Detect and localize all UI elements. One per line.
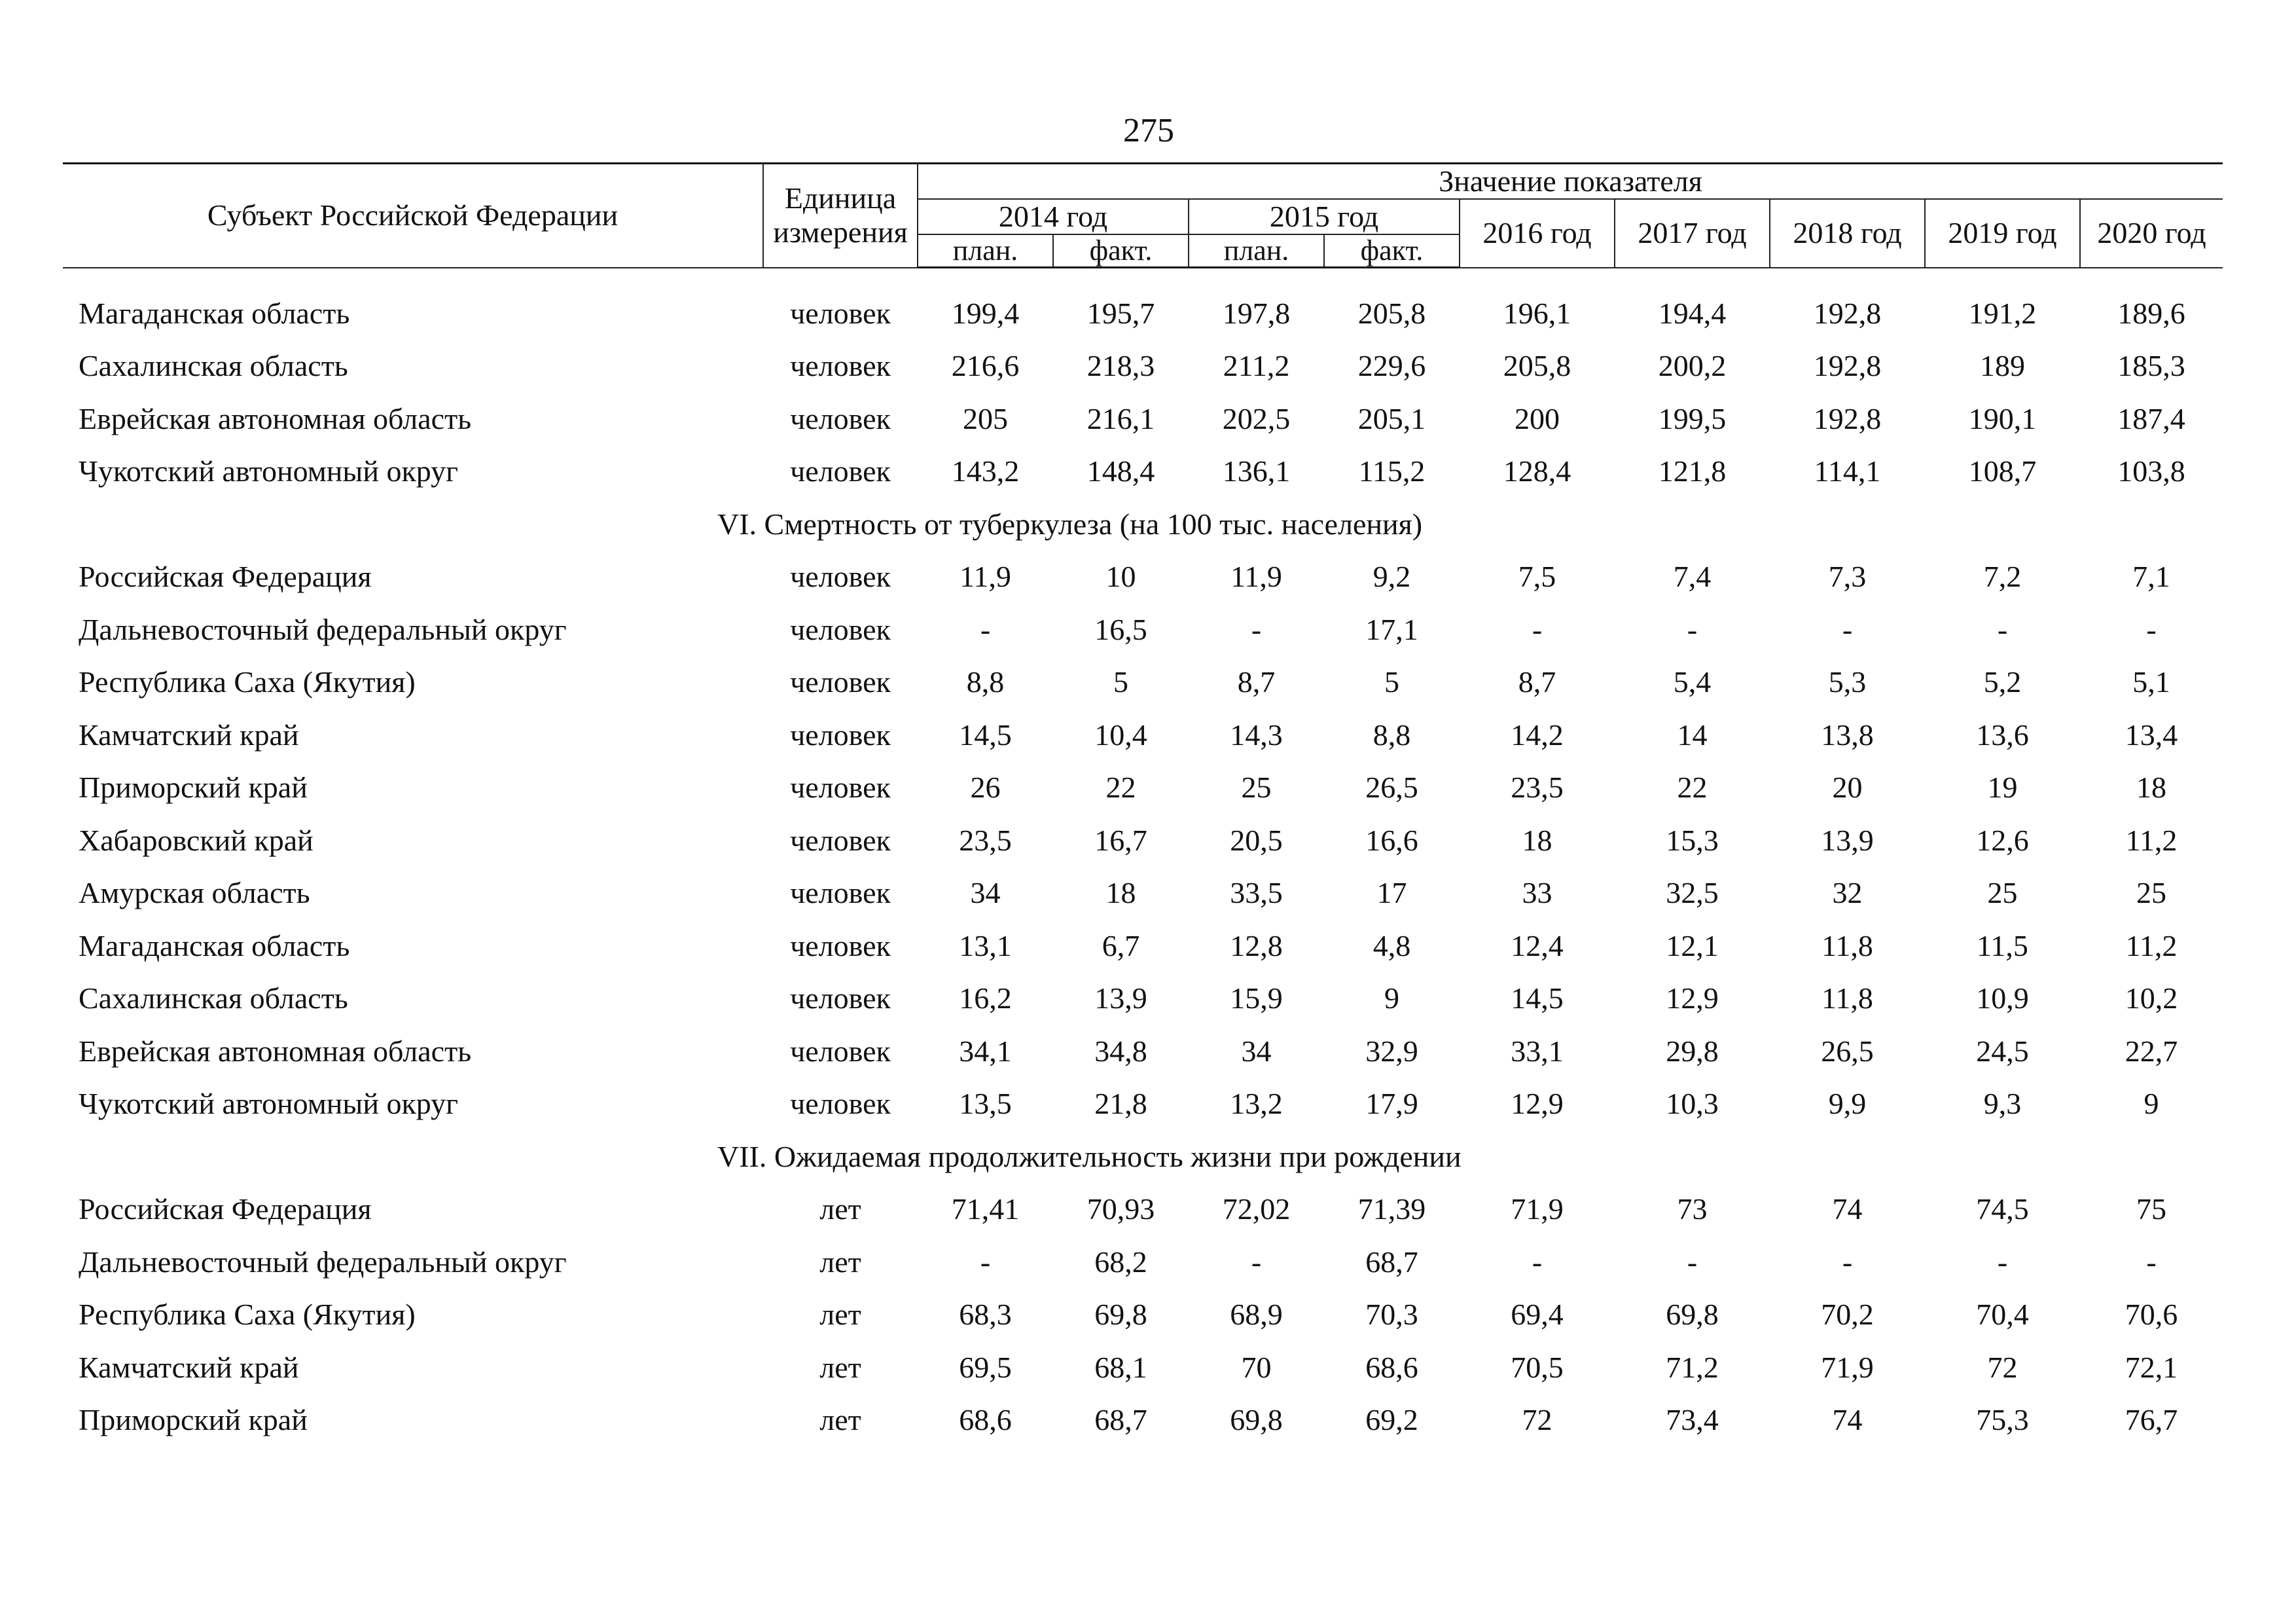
table-row — [63, 1183, 2223, 1236]
value-cell: 25 — [1987, 876, 2018, 910]
value-cell: 72,02 — [1222, 1192, 1291, 1226]
value-cell: 205,8 — [1357, 296, 1426, 330]
unit-cell: человек — [790, 771, 891, 805]
table-row — [63, 392, 2223, 445]
value-cell: 21,8 — [1094, 1087, 1147, 1121]
value-cell: 17 — [1376, 876, 1407, 910]
header-year-2018: 2018 год — [1770, 199, 1925, 268]
value-cell: 9,2 — [1372, 560, 1411, 594]
value-cell: 20,5 — [1230, 823, 1283, 857]
section-heading-row — [63, 498, 2223, 551]
table-row — [63, 445, 2223, 498]
value-cell: 7,4 — [1673, 560, 1712, 594]
value-cell: 18 — [1105, 876, 1136, 910]
region-cell: Сахалинская область — [79, 981, 348, 1015]
value-cell: 8,8 — [966, 665, 1005, 699]
value-cell: 75,3 — [1976, 1403, 2029, 1437]
value-cell: 29,8 — [1666, 1034, 1719, 1068]
value-cell: 192,8 — [1813, 349, 1882, 383]
value-cell: 13,9 — [1821, 823, 1874, 857]
value-cell: 70,4 — [1976, 1298, 2029, 1332]
unit-cell: человек — [790, 349, 891, 383]
value-cell: 103,8 — [2117, 454, 2185, 488]
header-year-2015: 2015 год — [1189, 199, 1460, 234]
value-cell: 26 — [970, 771, 1001, 805]
region-cell: Российская Федерация — [79, 1192, 372, 1226]
section-heading-row — [63, 1130, 2223, 1183]
header-year-2014: 2014 год — [918, 199, 1189, 234]
value-cell: 20 — [1832, 771, 1863, 805]
table-row — [63, 708, 2223, 761]
section-title: VI. Смертность от туберкулеза (на 100 тыс. населения) — [717, 507, 1423, 541]
value-cell: 23,5 — [1511, 771, 1564, 805]
value-cell: 8,8 — [1372, 718, 1411, 752]
value-cell: 70,3 — [1365, 1298, 1418, 1332]
header-2015-fact: факт. — [1324, 234, 1460, 268]
value-cell: 205,8 — [1503, 349, 1571, 383]
unit-cell: человек — [790, 612, 891, 646]
value-cell: 12,1 — [1666, 928, 1719, 962]
value-cell: - — [1997, 1245, 2008, 1279]
unit-cell: человек — [790, 1034, 891, 1068]
value-cell: 25 — [2136, 876, 2167, 910]
value-cell: 11,9 — [1230, 560, 1282, 594]
value-cell: - — [1532, 612, 1543, 646]
value-cell: 34 — [1241, 1034, 1272, 1068]
value-cell: 14,5 — [959, 718, 1012, 752]
value-cell: 14,2 — [1511, 718, 1564, 752]
table-row — [63, 656, 2223, 709]
value-cell: 13,4 — [2125, 718, 2178, 752]
unit-cell: человек — [790, 454, 891, 488]
value-cell: 5,4 — [1673, 665, 1712, 699]
value-cell: 72 — [1987, 1350, 2018, 1384]
value-cell: 115,2 — [1358, 454, 1426, 488]
value-cell: 192,8 — [1813, 296, 1882, 330]
value-cell: 25 — [1241, 771, 1272, 805]
unit-cell: лет — [819, 1403, 861, 1437]
value-cell: - — [1997, 612, 2008, 646]
value-cell: 5,3 — [1828, 665, 1867, 699]
value-cell: 191,2 — [1968, 296, 2037, 330]
value-cell: 5,1 — [2132, 665, 2170, 699]
value-cell: 9,3 — [1983, 1087, 2022, 1121]
unit-cell: человек — [790, 718, 891, 752]
value-cell: 32,9 — [1365, 1034, 1418, 1068]
value-cell: 10 — [1105, 560, 1136, 594]
value-cell: - — [1842, 1245, 1853, 1279]
value-cell: 69,8 — [1666, 1298, 1719, 1332]
value-cell: 11,8 — [1821, 928, 1873, 962]
table-row — [63, 814, 2223, 867]
value-cell: 7,2 — [1983, 560, 2022, 594]
value-cell: 200 — [1515, 401, 1560, 435]
header-2015-plan: план. — [1189, 234, 1324, 268]
header-year-2020: 2020 год — [2080, 199, 2223, 268]
value-cell: 13,9 — [1094, 981, 1147, 1015]
value-cell: 114,1 — [1814, 454, 1881, 488]
unit-cell: лет — [819, 1350, 861, 1384]
value-cell: 23,5 — [959, 823, 1012, 857]
header-2014-fact: факт. — [1053, 234, 1189, 268]
value-cell: - — [1251, 612, 1262, 646]
header-2014-plan: план. — [918, 234, 1053, 268]
table-row — [63, 551, 2223, 604]
value-cell: 71,41 — [951, 1192, 1020, 1226]
value-cell: - — [2146, 612, 2157, 646]
unit-cell: человек — [790, 296, 891, 330]
value-cell: 19 — [1987, 771, 2018, 805]
value-cell: 11,8 — [1821, 981, 1873, 1015]
value-cell: 11,9 — [960, 560, 1011, 594]
value-cell: 17,1 — [1365, 612, 1418, 646]
value-cell: 68,6 — [959, 1403, 1012, 1437]
value-cell: 14,5 — [1511, 981, 1564, 1015]
value-cell: 12,6 — [1976, 823, 2029, 857]
value-cell: 68,7 — [1365, 1245, 1418, 1279]
value-cell: 10,9 — [1976, 981, 2029, 1015]
value-cell: 34 — [970, 876, 1001, 910]
value-cell: 71,2 — [1666, 1350, 1719, 1384]
table-row — [63, 919, 2223, 972]
unit-cell: человек — [790, 928, 891, 962]
value-cell: 9,9 — [1828, 1087, 1867, 1121]
value-cell: 16,7 — [1094, 823, 1147, 857]
region-cell: Камчатский край — [79, 718, 299, 752]
value-cell: 5 — [1384, 665, 1399, 699]
value-cell: 16,2 — [959, 981, 1012, 1015]
value-cell: - — [1687, 612, 1698, 646]
region-cell: Чукотский автономный округ — [79, 454, 459, 488]
value-cell: 32 — [1832, 876, 1863, 910]
region-cell: Еврейская автономная область — [79, 1034, 472, 1068]
region-cell: Хабаровский край — [79, 823, 314, 857]
value-cell: 189 — [1980, 349, 2025, 383]
value-cell: 218,3 — [1086, 349, 1155, 383]
unit-cell: человек — [790, 1087, 891, 1121]
value-cell: 13,8 — [1821, 718, 1874, 752]
value-cell: 16,6 — [1365, 823, 1418, 857]
value-cell: 190,1 — [1968, 401, 2037, 435]
value-cell: 216,6 — [951, 349, 1020, 383]
value-cell: 70,5 — [1511, 1350, 1564, 1384]
value-cell: 15,3 — [1666, 823, 1719, 857]
header-unit: Единица измерения — [763, 164, 918, 268]
value-cell: 75 — [2136, 1192, 2167, 1226]
value-cell: 4,8 — [1372, 928, 1411, 962]
table-row — [63, 1235, 2223, 1288]
region-cell: Чукотский автономный округ — [79, 1087, 459, 1121]
value-cell: 136,1 — [1222, 454, 1291, 488]
value-cell: 8,7 — [1237, 665, 1276, 699]
value-cell: 199,4 — [951, 296, 1020, 330]
value-cell: 8,7 — [1518, 665, 1556, 699]
table-row — [63, 761, 2223, 814]
value-cell: 108,7 — [1968, 454, 2037, 488]
value-cell: 211,2 — [1223, 349, 1290, 383]
value-cell: 69,8 — [1230, 1403, 1283, 1437]
region-cell: Российская Федерация — [79, 560, 372, 594]
value-cell: - — [2146, 1245, 2157, 1279]
value-cell: - — [980, 612, 991, 646]
header-spacer — [63, 268, 2223, 287]
value-cell: 14,3 — [1230, 718, 1283, 752]
value-cell: 121,8 — [1658, 454, 1727, 488]
value-cell: 70,93 — [1086, 1192, 1155, 1226]
value-cell: 68,3 — [959, 1298, 1012, 1332]
table-row — [63, 972, 2223, 1025]
value-cell: 74,5 — [1976, 1192, 2029, 1226]
value-cell: 22,7 — [2125, 1034, 2178, 1068]
region-cell: Магаданская область — [79, 296, 350, 330]
table-row — [63, 1288, 2223, 1341]
value-cell: 202,5 — [1222, 401, 1291, 435]
value-cell: - — [1842, 612, 1853, 646]
value-cell: 34,8 — [1094, 1034, 1147, 1068]
value-cell: 16,5 — [1094, 612, 1147, 646]
region-cell: Дальневосточный федеральный округ — [79, 612, 567, 646]
value-cell: 7,3 — [1828, 560, 1867, 594]
value-cell: 32,5 — [1666, 876, 1719, 910]
table-row — [63, 1394, 2223, 1447]
value-cell: 10,4 — [1094, 718, 1147, 752]
value-cell: 68,1 — [1094, 1350, 1147, 1384]
unit-cell: лет — [819, 1245, 861, 1279]
unit-cell: лет — [819, 1298, 861, 1332]
value-cell: 70 — [1241, 1350, 1272, 1384]
region-cell: Еврейская автономная область — [79, 401, 472, 435]
value-cell: 12,4 — [1511, 928, 1564, 962]
value-cell: 143,2 — [951, 454, 1020, 488]
value-cell: 73 — [1677, 1192, 1708, 1226]
value-cell: 11,2 — [2125, 823, 2178, 857]
value-cell: 13,1 — [959, 928, 1012, 962]
value-cell: 216,1 — [1086, 401, 1155, 435]
unit-cell: человек — [790, 981, 891, 1015]
value-cell: - — [1251, 1245, 1262, 1279]
region-cell: Магаданская область — [79, 928, 350, 962]
value-cell: 18 — [2136, 771, 2167, 805]
value-cell: 12,9 — [1666, 981, 1719, 1015]
value-cell: 5,2 — [1983, 665, 2022, 699]
value-cell: 13,2 — [1230, 1087, 1283, 1121]
value-cell: 68,6 — [1365, 1350, 1418, 1384]
value-cell: 69,2 — [1365, 1403, 1418, 1437]
value-cell: 72,1 — [2125, 1350, 2178, 1384]
value-cell: - — [1532, 1245, 1543, 1279]
value-cell: 12,8 — [1230, 928, 1283, 962]
table-body — [63, 268, 2223, 1447]
unit-cell: человек — [790, 665, 891, 699]
table-row — [63, 603, 2223, 656]
unit-cell: человек — [790, 560, 891, 594]
value-cell: 10,2 — [2125, 981, 2178, 1015]
table-row — [63, 1078, 2223, 1131]
value-cell: 195,7 — [1086, 296, 1155, 330]
header-subject: Субъект Российской Федерации — [63, 164, 763, 268]
value-cell: 22 — [1105, 771, 1136, 805]
value-cell: 197,8 — [1222, 296, 1291, 330]
value-cell: 68,2 — [1094, 1245, 1147, 1279]
value-cell: 68,7 — [1094, 1403, 1147, 1437]
table-header — [63, 164, 2223, 268]
value-cell: 71,39 — [1357, 1192, 1426, 1226]
header-indicator-value: Значение показателя — [918, 164, 2223, 200]
value-cell: 192,8 — [1813, 401, 1882, 435]
value-cell: 6,7 — [1102, 928, 1140, 962]
value-cell: 9 — [2144, 1087, 2159, 1121]
value-cell: 189,6 — [2117, 296, 2185, 330]
value-cell: 7,5 — [1518, 560, 1556, 594]
value-cell: 72 — [1522, 1403, 1552, 1437]
region-cell: Амурская область — [79, 876, 310, 910]
value-cell: 26,5 — [1365, 771, 1418, 805]
value-cell: 14 — [1677, 718, 1708, 752]
value-cell: 187,4 — [2117, 401, 2185, 435]
value-cell: - — [980, 1245, 991, 1279]
table-row — [63, 1341, 2223, 1394]
value-cell: 70,2 — [1821, 1298, 1874, 1332]
value-cell: 26,5 — [1821, 1034, 1874, 1068]
region-cell: Камчатский край — [79, 1350, 299, 1384]
value-cell: 194,4 — [1658, 296, 1727, 330]
region-cell: Приморский край — [79, 771, 308, 805]
value-cell: 5 — [1113, 665, 1128, 699]
value-cell: 73,4 — [1666, 1403, 1719, 1437]
table-row — [63, 340, 2223, 393]
value-cell: 9 — [1384, 981, 1399, 1015]
value-cell: 33,5 — [1230, 876, 1283, 910]
value-cell: 18 — [1522, 823, 1552, 857]
value-cell: - — [1687, 1245, 1698, 1279]
value-cell: 11,2 — [2125, 928, 2178, 962]
unit-cell: человек — [790, 401, 891, 435]
value-cell: 11,5 — [1977, 928, 2028, 962]
value-cell: 69,5 — [959, 1350, 1012, 1384]
indicator-table — [63, 162, 2223, 1446]
region-cell: Республика Саха (Якутия) — [79, 665, 416, 699]
value-cell: 13,5 — [959, 1087, 1012, 1121]
table-row — [63, 1025, 2223, 1078]
value-cell: 34,1 — [959, 1034, 1012, 1068]
value-cell: 148,4 — [1086, 454, 1155, 488]
value-cell: 68,9 — [1230, 1298, 1283, 1332]
value-cell: 205,1 — [1357, 401, 1426, 435]
value-cell: 17,9 — [1365, 1087, 1418, 1121]
page-number: 275 — [1123, 112, 1174, 149]
table-row — [63, 867, 2223, 920]
section-title: VII. Ожидаемая продолжительность жизни при рождении — [717, 1139, 1462, 1173]
value-cell: 15,9 — [1230, 981, 1283, 1015]
region-cell: Сахалинская область — [79, 349, 348, 383]
value-cell: 200,2 — [1658, 349, 1727, 383]
value-cell: 24,5 — [1976, 1034, 2029, 1068]
value-cell: 13,6 — [1976, 718, 2029, 752]
value-cell: 199,5 — [1658, 401, 1727, 435]
value-cell: 74 — [1832, 1192, 1863, 1226]
value-cell: 128,4 — [1503, 454, 1571, 488]
region-cell: Республика Саха (Якутия) — [79, 1298, 416, 1332]
value-cell: 71,9 — [1821, 1350, 1874, 1384]
value-cell: 69,4 — [1511, 1298, 1564, 1332]
value-cell: 229,6 — [1357, 349, 1426, 383]
unit-cell: человек — [790, 823, 891, 857]
value-cell: 69,8 — [1094, 1298, 1147, 1332]
unit-cell: лет — [819, 1192, 861, 1226]
unit-cell: человек — [790, 876, 891, 910]
value-cell: 70,6 — [2125, 1298, 2178, 1332]
value-cell: 185,3 — [2117, 349, 2185, 383]
value-cell: 22 — [1677, 771, 1708, 805]
header-year-2016: 2016 год — [1460, 199, 1615, 268]
value-cell: 71,9 — [1511, 1192, 1564, 1226]
value-cell: 7,1 — [2132, 560, 2170, 594]
value-cell: 10,3 — [1666, 1087, 1719, 1121]
value-cell: 205 — [963, 401, 1008, 435]
table-row — [63, 287, 2223, 340]
value-cell: 33 — [1522, 876, 1552, 910]
value-cell: 74 — [1832, 1403, 1863, 1437]
region-cell: Приморский край — [79, 1403, 308, 1437]
value-cell: 76,7 — [2125, 1403, 2178, 1437]
region-cell: Дальневосточный федеральный округ — [79, 1245, 567, 1279]
header-year-2019: 2019 год — [1925, 199, 2080, 268]
value-cell: 12,9 — [1511, 1087, 1564, 1121]
header-year-2017: 2017 год — [1615, 199, 1770, 268]
value-cell: 196,1 — [1503, 296, 1571, 330]
value-cell: 33,1 — [1511, 1034, 1564, 1068]
